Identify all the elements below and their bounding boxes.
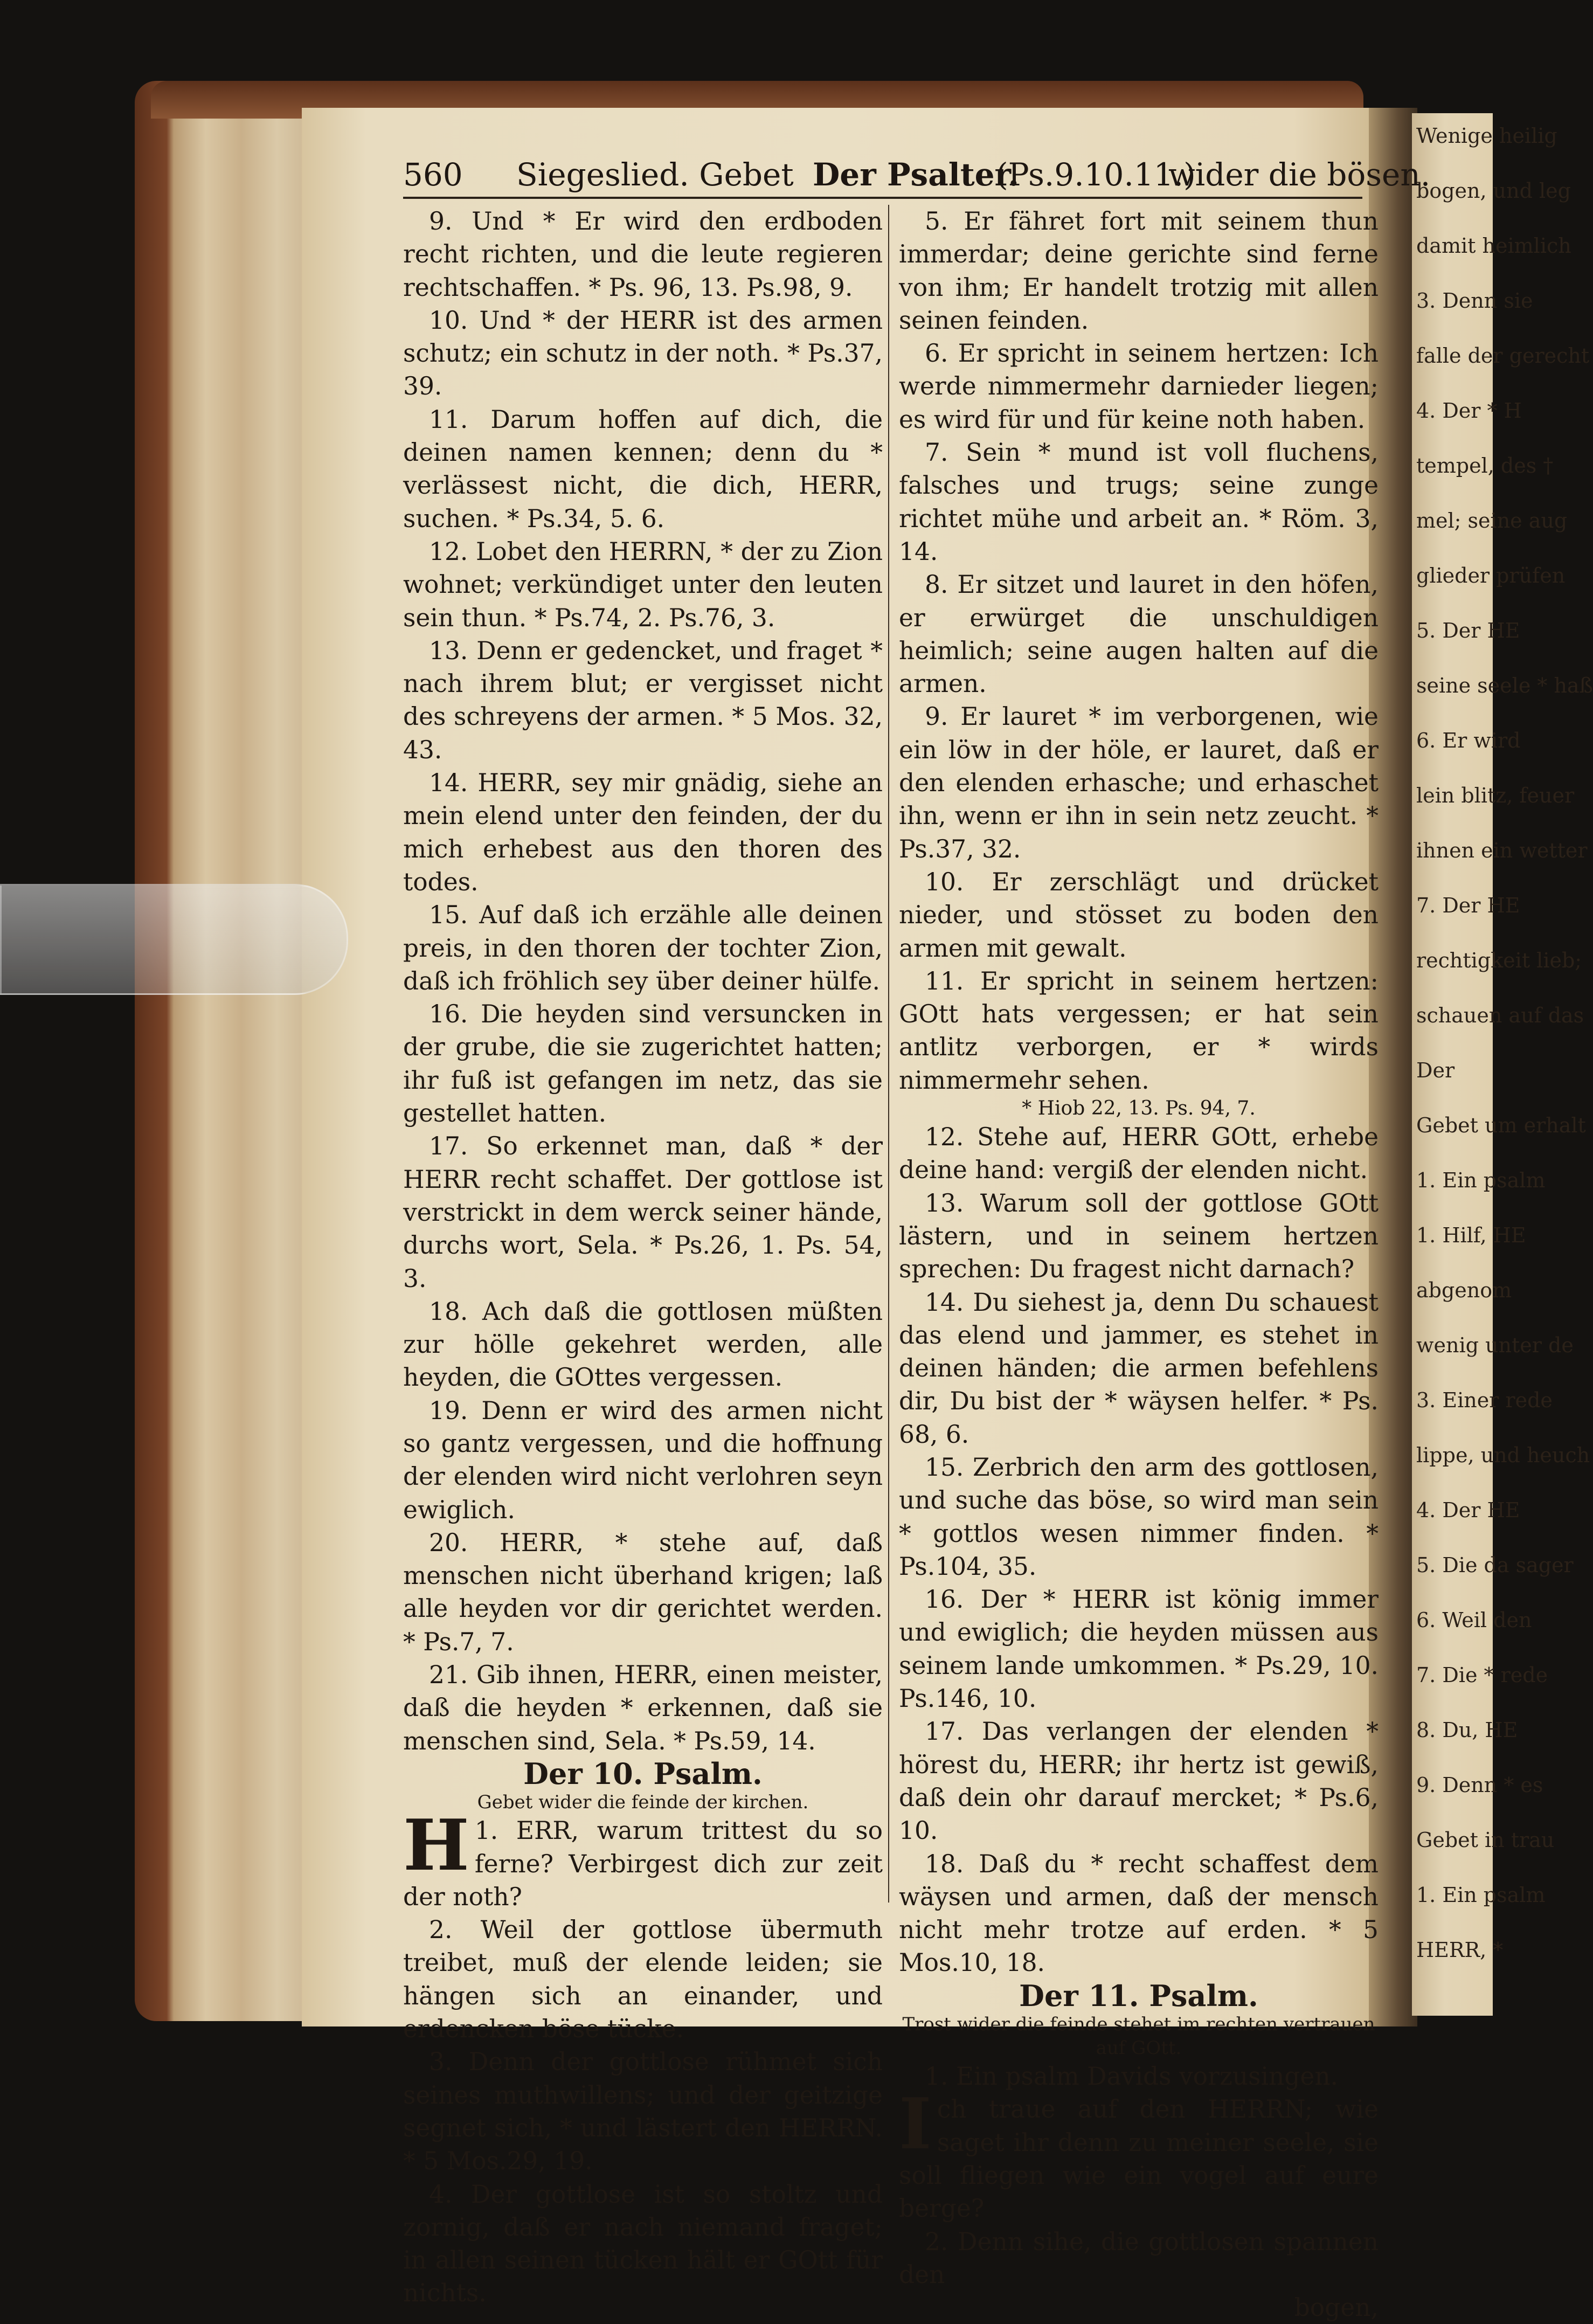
psalm-10-verse: 5. Er fähret fort mit seinem thun immerdar; deine gerichte sind ferne von ihm; Er handelt trotzig mit allen seinen feinden. bbox=[899, 207, 1379, 335]
running-title-left: Siegeslied. Gebet bbox=[516, 156, 794, 193]
facing-page-fragment: 4. Der HE bbox=[1416, 1498, 1520, 1522]
psalm-10-verse: 3. Denn der gottlose rühmet sich seines muthwillens; und der geitzige segnet sich, * und lästert den HERRN. * 5 Mos.29, 19. bbox=[403, 2048, 883, 2176]
psalm-10-verse: 16. Der * HERR ist könig immer und ewiglich; die heyden müssen aus seinem lande umkommen. * Ps.29, 10. Ps.146, 10. bbox=[899, 1585, 1379, 1713]
facing-page-fragment: mel; seine aug bbox=[1416, 509, 1568, 532]
psalm-10-verse: 13. Warum soll der gottlose GOtt lästern, und in seinem hertzen sprechen: Du fragest nicht darnach? bbox=[899, 1188, 1379, 1284]
running-title-right: wider die bösen. bbox=[1168, 156, 1431, 193]
facing-page-fragment: 4. Der * H bbox=[1416, 399, 1522, 423]
psalm-9-verse: 17. So erkennet man, daß * der HERR recht schaffet. Der gottlose ist verstrickt in dem werck seiner hände, durchs wort, Sela. * Ps.26, 1. Ps. 54, 3. bbox=[403, 1132, 883, 1293]
psalm-11-superscription: 1. Ein psalm Davids vorzusingen. bbox=[925, 2062, 1339, 2091]
facing-page-fragment: Wenige heilig bbox=[1416, 124, 1557, 148]
facing-page bbox=[1412, 113, 1593, 2016]
psalm-9-verse: 16. Die heyden sind versuncken in der grube, die sie zugerichtet hatten; ihr fuß ist gefangen im netz, das sie gestellet hatten. bbox=[403, 1000, 883, 1128]
facing-page-fragment: 5. Der HE bbox=[1416, 619, 1520, 642]
psalm-10-verse: 10. Er zerschlägt und drücket nieder, und stösset zu boden den armen mit gewalt. bbox=[899, 867, 1379, 963]
psalm-10-verse: 9. Er lauret * im verborgenen, wie ein löw in der höle, er lauret, daß er den elenden erhasche; und erhaschet ihn, wenn er ihn in sein netz zeucht. * Ps.37, 32. bbox=[899, 702, 1379, 863]
page-edges bbox=[135, 81, 313, 2021]
facing-page-fragment: glieder prüfen bbox=[1416, 564, 1566, 587]
page-number: 560 bbox=[403, 156, 463, 193]
psalm-9-verse: 14. HERR, sey mir gnädig, siehe an mein elend unter den feinden, der du mich erhebest aus den thoren des todes. bbox=[403, 769, 883, 896]
book-title: Der Psalter. bbox=[813, 156, 1019, 193]
facing-page-fragment: seine seele * haß bbox=[1416, 674, 1593, 697]
psalm-10-verse: 18. Daß du * recht schaffest dem wäysen und armen, daß der mensch nicht mehr trotze auf erden. * 5 Mos.10, 18. bbox=[899, 1849, 1379, 1977]
drop-capital-h: H bbox=[403, 1804, 469, 1887]
psalm-9-verse: 10. Und * der HERR ist des armen schutz; ein schutz in der noth. * Ps.37, 39. bbox=[403, 306, 883, 401]
facing-page-fragment: 7. Die * rede bbox=[1416, 1663, 1548, 1687]
psalm-10-verse-1: H 1. ERR, warum trittest du so ferne? Verbirgest dich zur zeit der noth? bbox=[403, 1804, 883, 1911]
psalm-11-verse-1: Ich traue auf den HERRN; wie saget ihr denn zu meiner seele, sie soll fliegen wie ein vogel auf eure berge? bbox=[899, 2083, 1379, 2223]
facing-page-fragment: 1. Hilf, HE bbox=[1416, 1223, 1526, 1247]
facing-page-fragment: 6. Weil den bbox=[1416, 1608, 1532, 1632]
psalm-10-verse: 6. Er spricht in seinem hertzen: Ich werde nimmermehr darnieder liegen; es wird für und für keine noth haben. bbox=[899, 339, 1379, 434]
facing-page-fragment: 3. Denn sie bbox=[1416, 289, 1533, 313]
psalm-9-verse: 12. Lobet den HERRN, * der zu Zion wohnet; verkündiget unter den leuten sein thun. * Ps.74, 2. Ps.76, 3. bbox=[403, 537, 883, 632]
facing-page-fragment: Der bbox=[1416, 1059, 1455, 1082]
psalm-11-title: Der 11. Psalm. bbox=[1019, 1978, 1258, 2013]
psalm-11-verse: 2. Denn sihe, die gottlosen spannen den bbox=[899, 2227, 1379, 2289]
facing-page-fragment: rechtigkeit lieb; bbox=[1416, 949, 1582, 972]
facing-page-fragment: lippe, und heuch bbox=[1416, 1443, 1590, 1467]
facing-page-fragment: 1. Ein psalm bbox=[1416, 1168, 1546, 1192]
psalm-9-verse: 21. Gib ihnen, HERR, einen meister, daß die heyden * erkennen, daß sie menschen sind, Sela. * Ps.59, 14. bbox=[403, 1661, 883, 1755]
drop-capital-i: I bbox=[899, 2083, 932, 2166]
facing-page-fragment: HERR, * bbox=[1416, 1938, 1504, 1962]
facing-page-fragment: wenig unter de bbox=[1416, 1333, 1574, 1357]
column-separator bbox=[888, 205, 889, 1903]
psalm-10-subtitle: Gebet wider die feinde der kirchen. bbox=[477, 1792, 809, 1814]
right-column bbox=[899, 205, 1379, 2324]
facing-page-fragment: bogen, und leg bbox=[1416, 179, 1571, 203]
facing-page-fragment: tempel, des † bbox=[1416, 454, 1554, 478]
psalm-10-verse: 12. Stehe auf, HERR GOtt, erhebe deine hand: vergiß der elenden nicht. bbox=[899, 1123, 1379, 1185]
psalm-10-verse: 14. Du siehest ja, denn Du schauest das elend und jammer, es stehet in deinen händen; die armen befehlens dir, Du bist der * wäysen helfer. * Ps. 68, 6. bbox=[899, 1288, 1379, 1449]
page-clip bbox=[0, 884, 348, 995]
psalm-9-verse: 15. Auf daß ich erzähle alle deinen preis, in den thoren der tochter Zion, daß ich fröhlich sey über deiner hülfe. bbox=[403, 901, 883, 995]
facing-page-fragment: 3. Einer rede bbox=[1416, 1388, 1553, 1412]
psalm-9-verse: 19. Denn er wird des armen nicht so gantz vergessen, und die hoffnung der elenden wird nicht verlohren seyn ewiglich. bbox=[403, 1396, 883, 1524]
psalm-9-verse: 13. Denn er gedencket, und fraget * nach ihrem blut; er vergisset nicht des schreyens der armen. * 5 Mos. 32, 43. bbox=[403, 636, 883, 764]
psalm-10-verse: 7. Sein * mund ist voll fluchens, falsches und trugs; seine zunge richtet mühe und arbeit an. * Röm. 3, 14. bbox=[899, 438, 1379, 566]
facing-page-fragment: 8. Du, HE bbox=[1416, 1718, 1518, 1742]
psalm-10-verse: 8. Er sitzet und lauret in den höfen, er erwürget die unschuldigen heimlich; seine augen halten auf die armen. bbox=[899, 570, 1379, 698]
facing-page-fragment: 7. Der HE bbox=[1416, 894, 1520, 917]
facing-page-fragment: damit heimlich bbox=[1416, 234, 1571, 258]
facing-page-fragment: lein blitz, feuer bbox=[1416, 784, 1575, 807]
psalm-11-subtitle: Trost wider die feinde stehet im rechten vertrauen auf GOtt. bbox=[902, 2014, 1375, 2059]
facing-page-fragment: falle der gerecht bbox=[1416, 344, 1590, 368]
left-column bbox=[403, 205, 883, 2310]
facing-page-fragment: 1. Ein psalm bbox=[1416, 1883, 1546, 1907]
facing-page-fragment: Gebet in trau bbox=[1416, 1828, 1555, 1852]
psalm-10-verse: 4. Der gottlose ist so stoltz und zornig, daß er nach niemand fraget; in allen seinen tücken hält er GOtt für nichts. bbox=[403, 2180, 883, 2308]
psalm-9-verse: 9. Und * Er wird den erdboden recht richten, und die leute regieren rechtschaffen. * Ps. 96, 13. Ps.98, 9. bbox=[403, 207, 883, 302]
facing-page-fragment: 9. Denn * es bbox=[1416, 1773, 1543, 1797]
catchword: bogen, bbox=[1294, 2293, 1379, 2322]
psalm-10-verse: 15. Zerbrich den arm des gottlosen, und suche das böse, so wird man sein * gottlos wesen nimmer finden. * Ps.104, 35. bbox=[899, 1452, 1379, 1581]
psalm-10-verse: 11. Er spricht in seinem hertzen: GOtt hats vergessen; er hat sein antlitz verborgen, er * wirds nimmermehr sehen. bbox=[899, 966, 1379, 1095]
psalm-10-title: Der 10. Psalm. bbox=[523, 1756, 763, 1791]
header-rule bbox=[403, 197, 1362, 199]
facing-page-fragment: schauen auf das bbox=[1416, 1004, 1584, 1027]
facing-page-fragment: 5. Die da sager bbox=[1416, 1553, 1574, 1577]
running-header bbox=[403, 156, 1431, 199]
psalm-10-verse: 17. Das verlangen der elenden * hörest du, HERR; ihr hertz ist gewiß, daß dein ohr darauf mercket; * Ps.6, 10. bbox=[899, 1717, 1379, 1845]
cross-reference: * Hiob 22, 13. Ps. 94, 7. bbox=[1022, 1097, 1256, 1120]
psalm-9-verse: 20. HERR, * stehe auf, daß menschen nicht überhand krigen; laß alle heyden vor dir gerichtet werden. * Ps.7, 7. bbox=[403, 1528, 883, 1656]
psalm-9-verse: 11. Darum hoffen auf dich, die deinen namen kennen; denn du * verlässest nicht, die dich, HERR, suchen. * Ps.34, 5. 6. bbox=[403, 405, 883, 533]
psalm-9-verse: 18. Ach daß die gottlosen müßten zur hölle gekehret werden, alle heyden, die GOttes vergessen. bbox=[403, 1297, 883, 1392]
facing-page-fragment: ihnen ein wetter bbox=[1416, 839, 1588, 862]
psalm-10-verse: 2. Weil der gottlose übermuth treibet, muß der elende leiden; sie hängen sich an einander, und erdencken böse tücke. bbox=[403, 1915, 883, 2044]
facing-page-fragment: 6. Er wird bbox=[1416, 729, 1521, 752]
facing-page-fragment: Gebet um erhalt bbox=[1416, 1113, 1586, 1137]
chapter-reference: (Ps.9.10.11.) bbox=[996, 156, 1196, 193]
facing-page-fragment: abgenom bbox=[1416, 1278, 1512, 1302]
